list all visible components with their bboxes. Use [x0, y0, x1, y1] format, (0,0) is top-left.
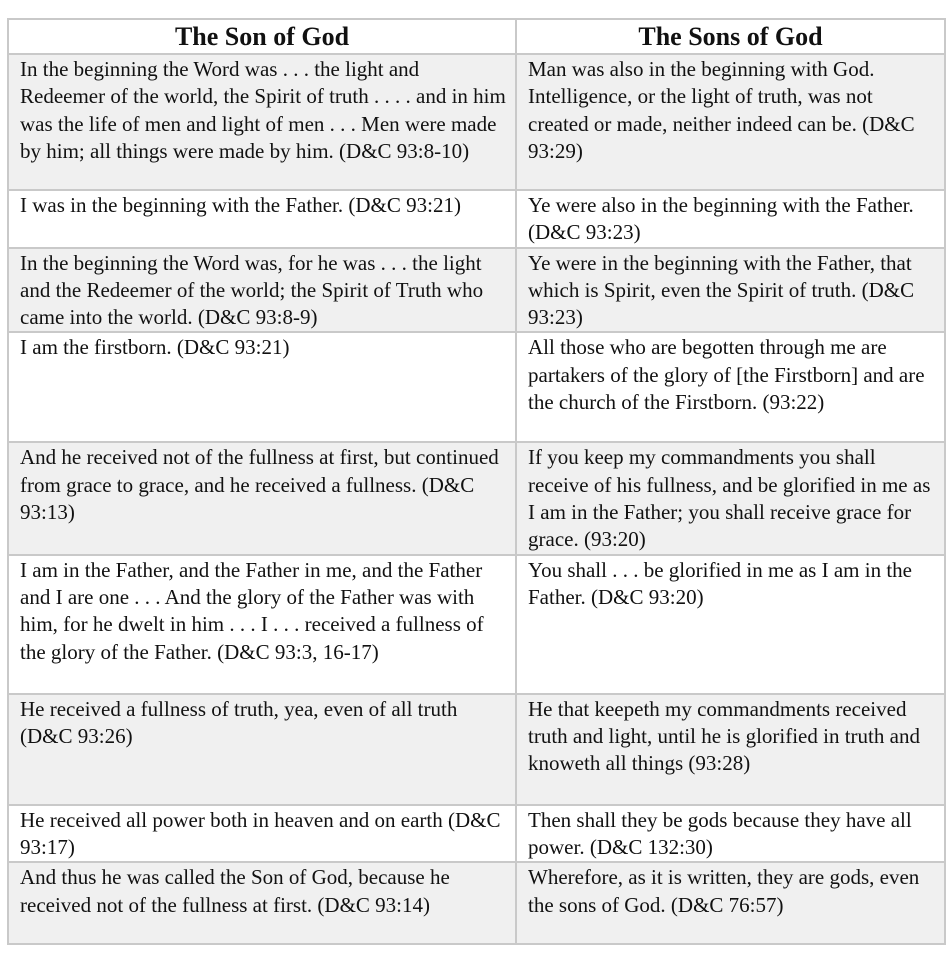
table-row [8, 190, 945, 248]
table-row [8, 54, 945, 190]
table-row [8, 442, 945, 554]
son-of-god-cell: In the beginning the Word was, for he was . . . the light and the Redeemer of the world; the Spirit of Truth who came into the world. (D&C 93:8-9) [8, 248, 516, 333]
table-row [8, 555, 945, 694]
table-row [8, 862, 945, 944]
table-row [8, 248, 945, 333]
table-row [8, 332, 945, 442]
header-son-of-god: The Son of God [8, 19, 516, 54]
son-of-god-cell: I am the firstborn. (D&C 93:21) [8, 332, 516, 442]
sons-of-god-cell: Wherefore, as it is written, they are gods, even the sons of God. (D&C 76:57) [516, 862, 945, 944]
sons-of-god-cell: Then shall they be gods because they have all power. (D&C 132:30) [516, 805, 945, 863]
table-row [8, 694, 945, 805]
son-of-god-cell: In the beginning the Word was . . . the light and Redeemer of the world, the Spirit of truth . . . . and in him was the life of men and light of men . . . Men were made by him; all things were made by him. (D&C 93:8-10) [8, 54, 516, 190]
son-of-god-cell: And he received not of the fullness at first, but continued from grace to grace, and he received a fullness. (D&C 93:13) [8, 442, 516, 554]
sons-of-god-cell: He that keepeth my commandments received truth and light, until he is glorified in truth and knoweth all things (93:28) [516, 694, 945, 805]
sons-of-god-cell: Ye were in the beginning with the Father, that which is Spirit, even the Spirit of truth. (D&C 93:23) [516, 248, 945, 333]
son-of-god-cell: And thus he was called the Son of God, because he received not of the fullness at first. (D&C 93:14) [8, 862, 516, 944]
son-of-god-cell: I am in the Father, and the Father in me, and the Father and I are one . . . And the glory of the Father was with him, for he dwelt in him . . . I . . . received a fullness of the glory of the Father. (D&C 93:3, 16-17) [8, 555, 516, 694]
sons-of-god-cell: Ye were also in the beginning with the Father. (D&C 93:23) [516, 190, 945, 248]
table-row [8, 805, 945, 863]
sons-of-god-cell: Man was also in the beginning with God. Intelligence, or the light of truth, was not created or made, neither indeed can be. (D&C 93:29) [516, 54, 945, 190]
header-row [8, 19, 945, 54]
son-of-god-cell: He received a fullness of truth, yea, even of all truth (D&C 93:26) [8, 694, 516, 805]
son-of-god-cell: I was in the beginning with the Father. (D&C 93:21) [8, 190, 516, 248]
son-of-god-cell: He received all power both in heaven and on earth (D&C 93:17) [8, 805, 516, 863]
header-sons-of-god: The Sons of God [516, 19, 945, 54]
sons-of-god-cell: If you keep my commandments you shall receive of his fullness, and be glorified in me as I am in the Father; you shall receive grace for grace. (93:20) [516, 442, 945, 554]
comparison-table [7, 18, 946, 945]
sons-of-god-cell: All those who are begotten through me are partakers of the glory of [the Firstborn] and are the church of the Firstborn. (93:22) [516, 332, 945, 442]
sons-of-god-cell: You shall . . . be glorified in me as I am in the Father. (D&C 93:20) [516, 555, 945, 694]
